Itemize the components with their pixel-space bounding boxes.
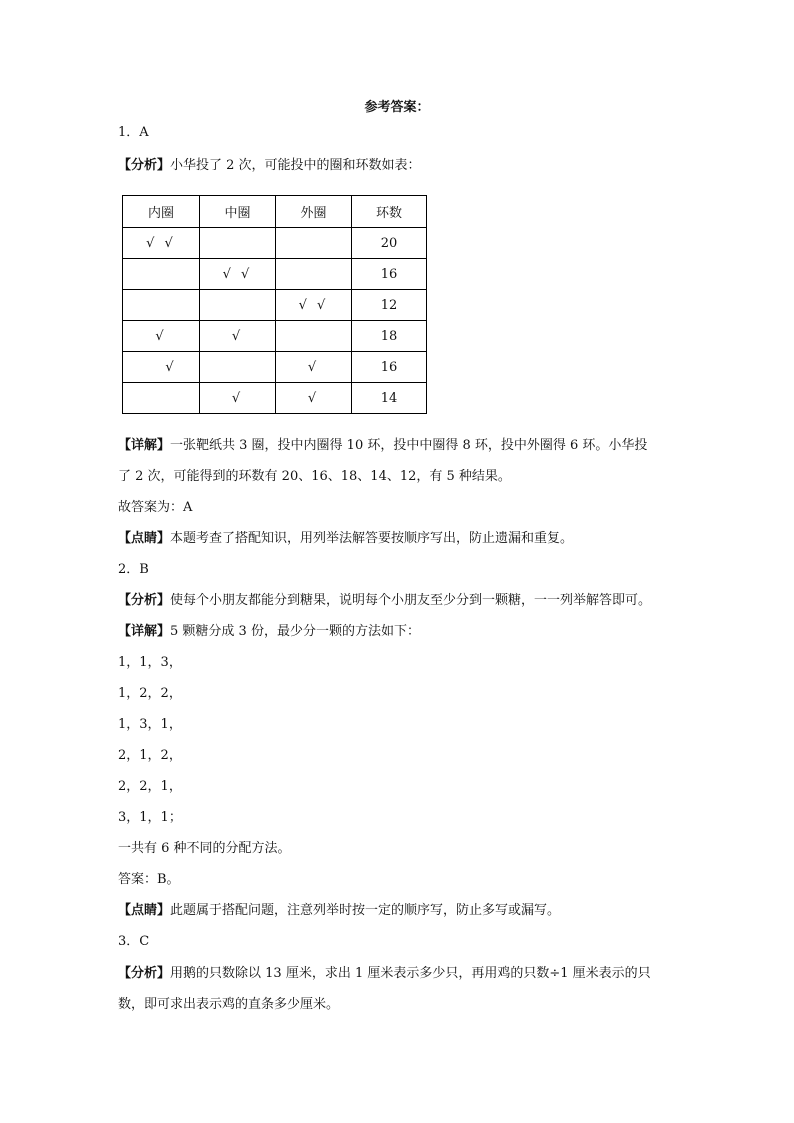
table-row xyxy=(123,321,427,352)
detail-tag: 【详解】 xyxy=(118,438,171,453)
table-row xyxy=(123,290,427,321)
q2-total: 一共有 6 种不同的分配方法。 xyxy=(118,841,291,856)
check-mark: √ xyxy=(165,359,177,375)
q1-note xyxy=(118,531,693,547)
q1-detail-cont: 了 2 次，可能得到的环数有 20、16、18、14、12，有 5 种结果。 xyxy=(118,469,511,484)
table-row xyxy=(123,383,427,414)
score-table xyxy=(122,195,427,414)
analysis-tag: 【分析】 xyxy=(118,158,171,173)
q3-analysis-cont: 数，即可求出表示鸡的直条多少厘米。 xyxy=(118,997,340,1012)
q1-analysis xyxy=(118,158,693,174)
analysis-tag: 【分析】 xyxy=(118,966,171,981)
table-cell: 16 xyxy=(352,352,427,383)
check-mark: √ xyxy=(231,390,244,406)
table-row xyxy=(123,352,427,383)
detail-text: 5 颗糖分成 3 份，最少分一颗的方法如下： xyxy=(170,624,420,639)
check-mark: √ xyxy=(231,328,244,344)
q1-number: 1．A xyxy=(118,125,149,140)
q3-analysis xyxy=(118,966,693,982)
page-title: 参考答案： xyxy=(364,100,430,115)
analysis-text: 小华投了 2 次，可能投中的圈和环数如表： xyxy=(170,158,421,173)
q2-detail xyxy=(118,624,693,640)
table-row xyxy=(123,259,427,290)
detail-text: 一张靶纸共 3 圈，投中内圈得 10 环，投中中圈得 8 环，投中外圈得 6 环。小华投 xyxy=(170,438,648,453)
detail-tag: 【详解】 xyxy=(118,624,171,639)
q1-answer: 故答案为：A xyxy=(118,500,193,515)
q2-note xyxy=(118,903,693,919)
note-text: 此题属于搭配问题，注意列举时按一定的顺序写，防止多写或漏写。 xyxy=(170,903,561,918)
list-item: 1，1，3， xyxy=(118,655,182,670)
check-mark: √ xyxy=(307,359,320,375)
check-mark: √ √ xyxy=(146,235,176,251)
table-header: 中圈 xyxy=(200,196,276,228)
analysis-text: 用鹅的只数除以 13 厘米，求出 1 厘米表示多少只，再用鸡的只数÷1 厘米表示的只 xyxy=(170,966,651,981)
q2-analysis xyxy=(118,593,693,609)
table-cell: 16 xyxy=(352,259,427,290)
q1-detail xyxy=(118,438,693,454)
list-item: 1，3，1， xyxy=(118,717,182,732)
table-cell: 14 xyxy=(352,383,427,414)
table-cell: 12 xyxy=(352,290,427,321)
q2-number: 2．B xyxy=(118,562,149,577)
table-row xyxy=(123,228,427,259)
check-mark: √ xyxy=(155,328,167,344)
table-header-row xyxy=(123,196,427,228)
table-header: 环数 xyxy=(352,196,427,228)
check-mark: √ √ xyxy=(298,297,329,313)
table-header: 内圈 xyxy=(123,196,200,228)
list-item: 2，1，2， xyxy=(118,748,182,763)
table-cell: 18 xyxy=(352,321,427,352)
analysis-tag: 【分析】 xyxy=(118,593,171,608)
table-header: 外圈 xyxy=(276,196,352,228)
table-cell: 20 xyxy=(352,228,427,259)
note-tag: 【点睛】 xyxy=(118,903,171,918)
list-item: 1，2，2， xyxy=(118,686,182,701)
list-item: 2，2，1， xyxy=(118,779,182,794)
q3-number: 3．C xyxy=(118,934,150,949)
check-mark: √ √ xyxy=(222,266,253,282)
check-mark: √ xyxy=(307,390,320,406)
q2-answer: 答案：B。 xyxy=(118,872,180,887)
note-tag: 【点睛】 xyxy=(118,531,171,546)
analysis-text: 使每个小朋友都能分到糖果，说明每个小朋友至少分到一颗糖，一一列举解答即可。 xyxy=(170,593,652,608)
note-text: 本题考查了搭配知识，用列举法解答要按顺序写出，防止遗漏和重复。 xyxy=(170,531,574,546)
list-item: 3，1，1； xyxy=(118,810,182,825)
